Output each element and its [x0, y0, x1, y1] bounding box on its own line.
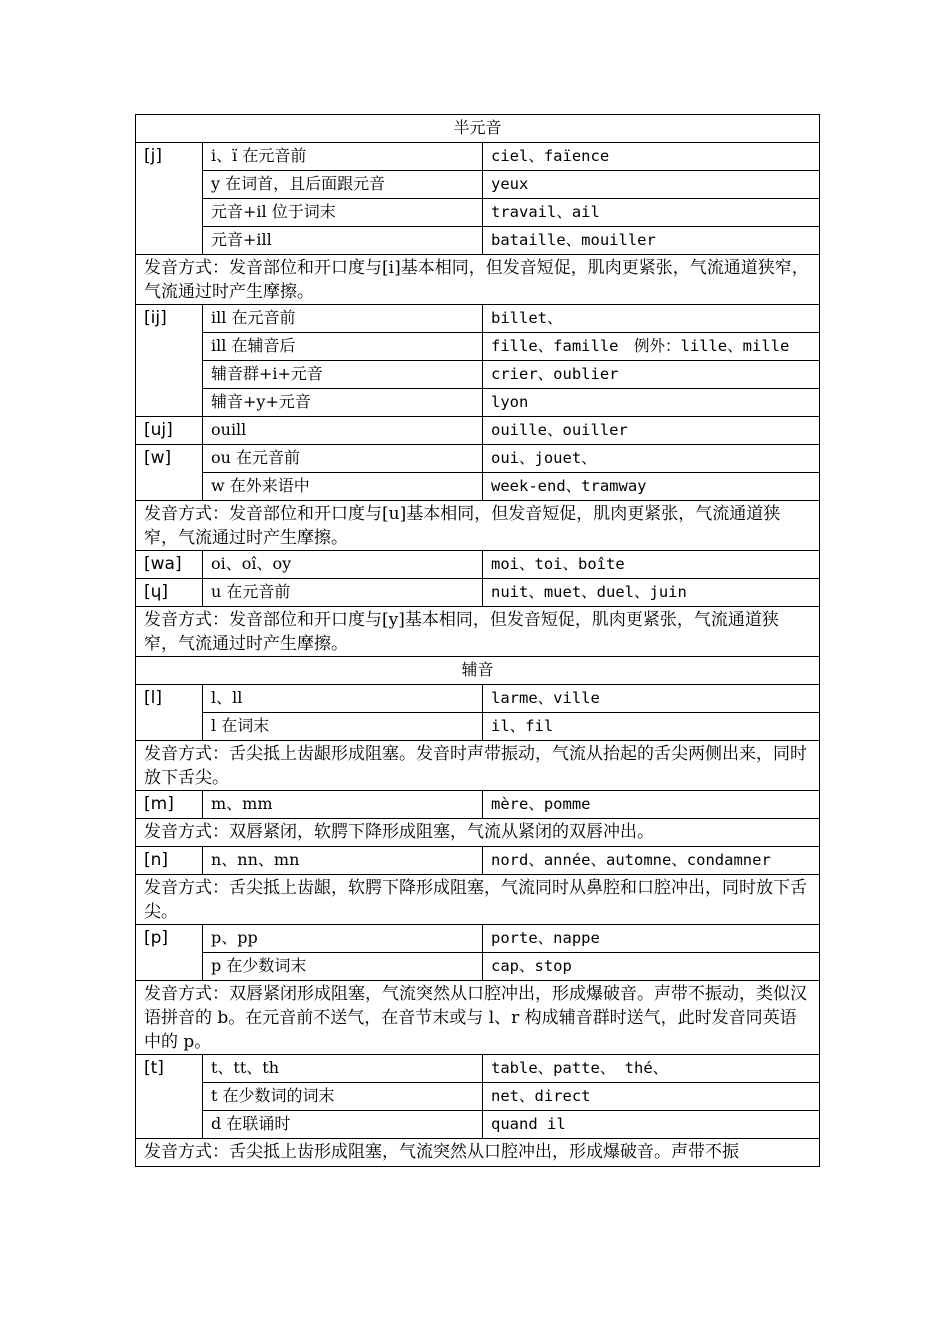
examples: quand il: [483, 1111, 820, 1139]
spelling-rule: p 在少数词末: [203, 953, 483, 981]
pronunciation-note: 发音方式：舌尖抵上齿龈形成阻塞。发音时声带振动，气流从抬起的舌尖两侧出来，同时放下舌尖。: [136, 741, 820, 791]
section-title: 辅音: [136, 657, 820, 685]
pronunciation-note: 发音方式：舌尖抵上齿龈，软腭下降形成阻塞，气流同时从鼻腔和口腔冲出，同时放下舌尖。: [136, 875, 820, 925]
table-row: [136, 953, 820, 981]
examples: oui、jouet、: [483, 445, 820, 473]
examples: lyon: [483, 389, 820, 417]
spelling-rule: t 在少数词的词末: [203, 1083, 483, 1111]
table-row: [136, 199, 820, 227]
table-row: [136, 333, 820, 361]
table-row: [136, 361, 820, 389]
examples: ouille、ouiller: [483, 417, 820, 445]
table-row: [136, 1111, 820, 1139]
note-row: [136, 981, 820, 1055]
examples: net、direct: [483, 1083, 820, 1111]
spelling-rule: d 在联诵时: [203, 1111, 483, 1139]
spelling-rule: u 在元音前: [203, 579, 483, 607]
table-row: [136, 227, 820, 255]
phoneme-symbol: [ɥ]: [136, 579, 203, 607]
phoneme-symbol: [uj]: [136, 417, 203, 445]
examples: cap、stop: [483, 953, 820, 981]
table-row: [136, 847, 820, 875]
spelling-rule: y 在词首，且后面跟元音: [203, 171, 483, 199]
table-row: [136, 1083, 820, 1111]
table-row: [136, 143, 820, 171]
spelling-rule: ouill: [203, 417, 483, 445]
note-row: [136, 875, 820, 925]
table-row: [136, 579, 820, 607]
phoneme-symbol: [j]: [136, 143, 203, 255]
phoneme-symbol: [p]: [136, 925, 203, 981]
spelling-rule: t、tt、th: [203, 1055, 483, 1083]
examples: bataille、mouiller: [483, 227, 820, 255]
phoneme-symbol: [m]: [136, 791, 203, 819]
note-row: [136, 1139, 820, 1167]
examples: porte、nappe: [483, 925, 820, 953]
pronunciation-note: 发音方式：双唇紧闭形成阻塞，气流突然从口腔冲出，形成爆破音。声带不振动，类似汉语拼音的 b。在元音前不送气，在音节末或与 l、r 构成辅音群时送气，此时发音同英语中的 p。: [136, 981, 820, 1055]
examples: yeux: [483, 171, 820, 199]
phoneme-symbol: [w]: [136, 445, 203, 501]
spelling-rule: ill 在元音前: [203, 305, 483, 333]
examples: mère、pomme: [483, 791, 820, 819]
examples: fille、famille 例外：lille、mille: [483, 333, 820, 361]
table-row: [136, 791, 820, 819]
table-row: [136, 417, 820, 445]
phoneme-symbol: [wa]: [136, 551, 203, 579]
spelling-rule: m、mm: [203, 791, 483, 819]
pronunciation-note: 发音方式：发音部位和开口度与[u]基本相同，但发音短促，肌肉更紧张，气流通道狭窄，气流通过时产生摩擦。: [136, 501, 820, 551]
table-row: [136, 713, 820, 741]
pronunciation-note: 发音方式：发音部位和开口度与[y]基本相同，但发音短促，肌肉更紧张，气流通道狭窄，气流通过时产生摩擦。: [136, 607, 820, 657]
examples: moi、toi、boîte: [483, 551, 820, 579]
section-header-row: [136, 115, 820, 143]
pronunciation-note: 发音方式：发音部位和开口度与[i]基本相同，但发音短促，肌肉更紧张，气流通道狭窄，气流通过时产生摩擦。: [136, 255, 820, 305]
spelling-rule: l、ll: [203, 685, 483, 713]
spelling-rule: ou 在元音前: [203, 445, 483, 473]
spelling-rule: 元音+il 位于词末: [203, 199, 483, 227]
examples: travail、ail: [483, 199, 820, 227]
note-row: [136, 255, 820, 305]
spelling-rule: 辅音+y+元音: [203, 389, 483, 417]
section-header-row: [136, 657, 820, 685]
spelling-rule: ill 在辅音后: [203, 333, 483, 361]
examples: nord、année、automne、condamner: [483, 847, 820, 875]
phonetics-table: [135, 114, 820, 1167]
phoneme-symbol: [l]: [136, 685, 203, 741]
table-row: [136, 925, 820, 953]
table-row: [136, 389, 820, 417]
phoneme-symbol: [ij]: [136, 305, 203, 417]
table-row: [136, 685, 820, 713]
table-row: [136, 1055, 820, 1083]
examples: crier、oublier: [483, 361, 820, 389]
table-row: [136, 551, 820, 579]
section-title: 半元音: [136, 115, 820, 143]
spelling-rule: n、nn、mn: [203, 847, 483, 875]
examples: table、patte、 thé、: [483, 1055, 820, 1083]
note-row: [136, 741, 820, 791]
examples: ciel、faïence: [483, 143, 820, 171]
phoneme-symbol: [t]: [136, 1055, 203, 1139]
note-row: [136, 607, 820, 657]
spelling-rule: l 在词末: [203, 713, 483, 741]
note-row: [136, 819, 820, 847]
spelling-rule: p、pp: [203, 925, 483, 953]
phoneme-symbol: [n]: [136, 847, 203, 875]
table-row: [136, 171, 820, 199]
spelling-rule: 辅音群+i+元音: [203, 361, 483, 389]
pronunciation-note: 发音方式：舌尖抵上齿形成阻塞，气流突然从口腔冲出，形成爆破音。声带不振: [136, 1139, 820, 1167]
examples: il、fil: [483, 713, 820, 741]
examples: larme、ville: [483, 685, 820, 713]
spelling-rule: 元音+ill: [203, 227, 483, 255]
spelling-rule: i、ï 在元音前: [203, 143, 483, 171]
examples: billet、: [483, 305, 820, 333]
table-row: [136, 445, 820, 473]
examples: week-end、tramway: [483, 473, 820, 501]
examples: nuit、muet、duel、juin: [483, 579, 820, 607]
note-row: [136, 501, 820, 551]
spelling-rule: w 在外来语中: [203, 473, 483, 501]
table-row: [136, 473, 820, 501]
pronunciation-note: 发音方式：双唇紧闭，软腭下降形成阻塞，气流从紧闭的双唇冲出。: [136, 819, 820, 847]
spelling-rule: oi、oî、oy: [203, 551, 483, 579]
table-row: [136, 305, 820, 333]
